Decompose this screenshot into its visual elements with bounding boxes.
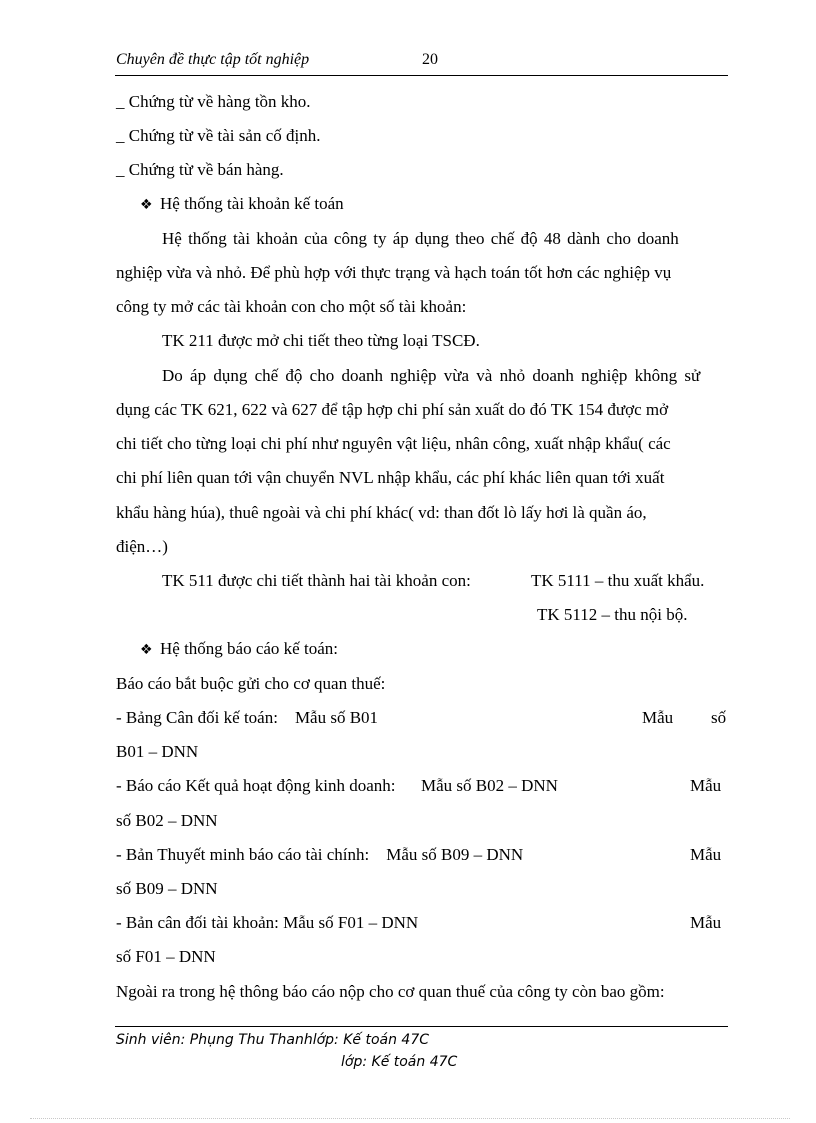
page-number: 20 <box>422 51 438 68</box>
text-line: Hệ thống tài khoản của công ty áp dụng theo chế độ 48 dành cho doanh <box>162 229 679 248</box>
text-line: _ Chứng từ về hàng tồn kho. <box>116 92 311 111</box>
text-line: chi tiết cho từng loại chi phí như nguyên vật liệu, nhân công, xuất nhập khẩu( các <box>116 434 671 453</box>
text-line: TK 511 được chi tiết thành hai tài khoản con: <box>162 571 471 590</box>
text-line: - Bản Thuyết minh báo cáo tài chính: Mẫu số B09 – DNN <box>116 845 524 864</box>
diamond-bullet-icon: ❖ <box>140 197 153 213</box>
text-line: Mẫu <box>690 845 722 864</box>
text-line: _ Chứng từ về tài sản cố định. <box>116 126 321 145</box>
text-line: Báo cáo bắt buộc gửi cho cơ quan thuế: <box>116 674 386 693</box>
text-line: - Báo cáo Kết quả hoạt động kinh doanh: Mẫu số B02 – DNN <box>116 776 558 795</box>
section-heading <box>140 194 344 215</box>
text-line: khẩu hàng húa), thuê ngoài và chi phí khác( vd: than đốt lò lấy hơi là quần áo, <box>116 503 647 522</box>
diamond-bullet-icon: ❖ <box>140 642 153 658</box>
text-line: Mẫu <box>690 913 722 932</box>
text-line: số <box>711 708 727 727</box>
text-line: điện…) <box>116 537 168 556</box>
header-rule <box>115 75 728 76</box>
text-line: TK 5112 – thu nội bộ. <box>537 605 688 624</box>
text-line: TK 211 được mở chi tiết theo từng loại TSCĐ. <box>162 331 480 350</box>
text-line: B01 – DNN <box>116 742 199 761</box>
text-line: số B09 – DNN <box>116 879 218 898</box>
text-line: - Bảng Cân đối kế toán: Mẫu số B01 <box>116 708 379 727</box>
text-line: Mẫu <box>642 708 674 727</box>
footer-student: Sinh viên: Phụng Thu Thanhlớp: Kế toán 47C <box>116 1032 429 1048</box>
text-line: số F01 – DNN <box>116 947 216 966</box>
header-title: Chuyên đề thực tập tốt nghiệp <box>116 51 310 68</box>
footer-rule <box>115 1026 728 1027</box>
section-heading <box>140 639 338 660</box>
text-line: chi phí liên quan tới vận chuyển NVL nhập khẩu, các phí khác liên quan tới xuất <box>116 468 665 487</box>
text-line: TK 5111 – thu xuất khẩu. <box>531 571 705 590</box>
text-line: dụng các TK 621, 622 và 627 để tập hợp chi phí sản xuất do đó TK 154 được mở <box>116 400 669 419</box>
text-line: - Bản cân đối tài khoản: Mẫu số F01 – DNN <box>116 913 419 932</box>
text-line: Mẫu <box>690 776 722 795</box>
heading-text: Hệ thống báo cáo kế toán: <box>160 639 338 658</box>
heading-text: Hệ thống tài khoản kế toán <box>160 194 344 213</box>
text-line: Ngoài ra trong hệ thông báo cáo nộp cho cơ quan thuế của công ty còn bao gồm: <box>116 982 665 1001</box>
text-line: Do áp dụng chế độ cho doanh nghiệp vừa và nhỏ doanh nghiệp không sử <box>162 366 701 385</box>
text-line: _ Chứng từ về bán hàng. <box>116 160 284 179</box>
page-edge-dots <box>30 1118 790 1119</box>
text-line: nghiệp vừa và nhỏ. Để phù hợp với thực trạng và hạch toán tốt hơn các nghiệp vụ <box>116 263 672 282</box>
text-line: số B02 – DNN <box>116 811 218 830</box>
footer-class: lớp: Kế toán 47C <box>341 1054 458 1070</box>
text-line: công ty mở các tài khoản con cho một số tài khoản: <box>116 297 467 316</box>
